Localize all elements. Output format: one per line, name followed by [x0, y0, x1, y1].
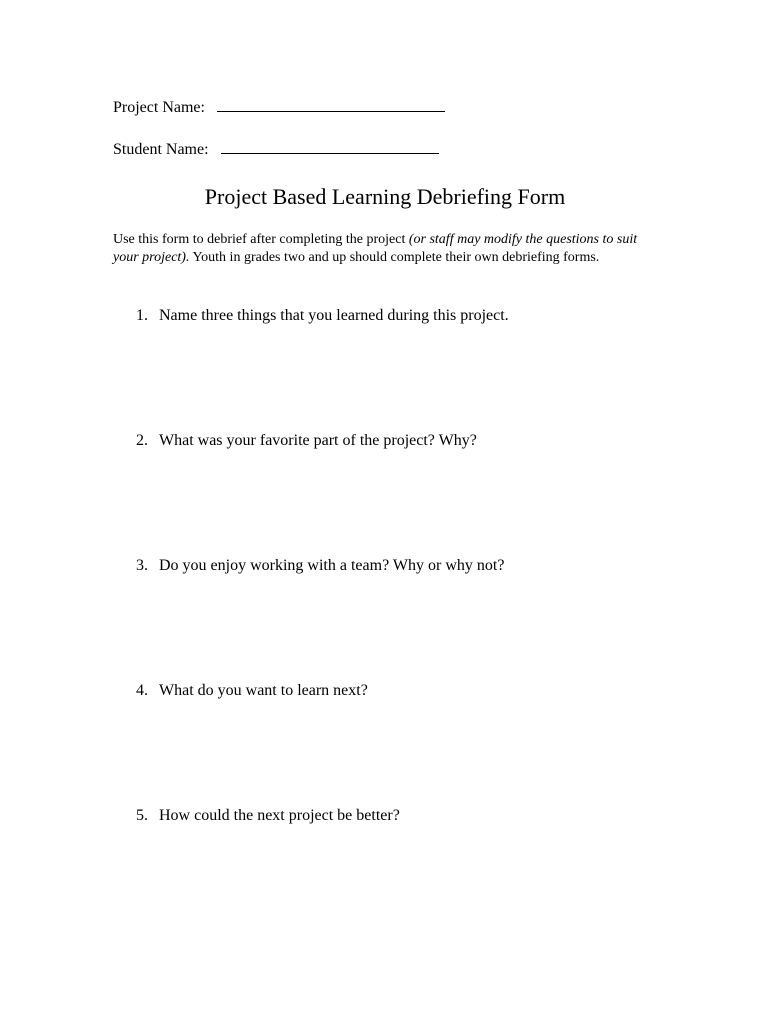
project-name-row: [113, 95, 445, 118]
project-name-blank[interactable]: [217, 95, 445, 112]
question-number: 1.: [136, 307, 148, 324]
question-1: [136, 306, 509, 326]
student-name-label: Student Name:: [113, 141, 209, 158]
question-number: 2.: [136, 432, 148, 449]
question-3: [136, 556, 504, 576]
question-text: What do you want to learn next?: [159, 682, 368, 699]
question-text: Name three things that you learned during this project.: [159, 307, 509, 324]
question-5: [136, 806, 400, 826]
project-name-label: Project Name:: [113, 99, 205, 116]
student-name-blank[interactable]: [221, 137, 439, 154]
question-number: 3.: [136, 557, 148, 574]
question-4: [136, 681, 368, 701]
page-title: Project Based Learning Debriefing Form: [204, 184, 566, 209]
question-number: 5.: [136, 807, 148, 824]
question-2: [136, 431, 477, 451]
question-text: Do you enjoy working with a team? Why or why not?: [159, 557, 505, 574]
intro-text-italic: (or staff may modify the questions to suit your project).: [113, 232, 638, 265]
question-number: 4.: [136, 682, 148, 699]
intro-paragraph: [113, 231, 661, 267]
question-text: What was your favorite part of the project? Why?: [159, 432, 477, 449]
question-text: How could the next project be better?: [159, 807, 400, 824]
intro-text-part1: Use this form to debrief after completing the project: [113, 232, 409, 247]
intro-text-part3: Youth in grades two and up should complete their own debriefing forms.: [189, 250, 600, 265]
student-name-row: [113, 137, 439, 160]
